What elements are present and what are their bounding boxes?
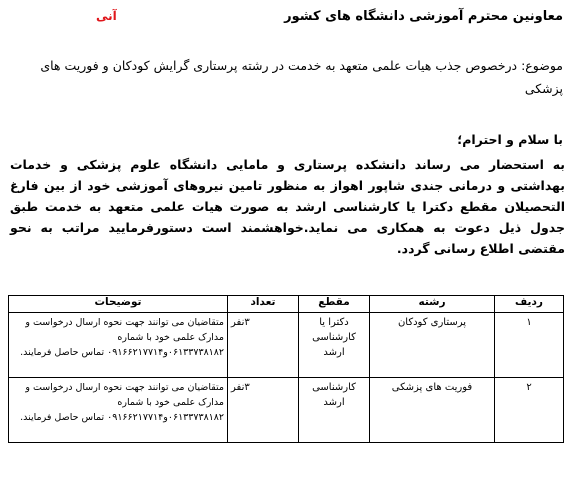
header-field: رشته [370,296,495,313]
cell-count: ۳نفر [228,313,299,378]
cell-num: ۲ [495,378,564,443]
urgent-label: آنی [96,9,117,23]
cell-grade: کارشناسی ارشد [299,378,370,443]
positions-table [8,295,564,443]
header-count: تعداد [228,296,299,313]
cell-count: ۳نفر [228,378,299,443]
table-header-row [9,296,564,313]
header-desc: توضیحات [9,296,228,313]
cell-field: فوریت های پزشکی [370,378,495,443]
cell-num: ۱ [495,313,564,378]
cell-field: پرستاری کودکان [370,313,495,378]
letter-body: به استحضار می رساند دانشکده پرستاری و مامایی دانشگاه علوم پزشکی و خدمات بهداشتی و درمانی جندی شاپور اهواز به منظور تامین نیروهای آموزشی خود از بین فارغ التحصیلان مقطع دکترا یا کارشناسی ارشد به صورت هیات علمی متعهد به خدمت طبق جدول ذیل دعوت به همکاری می نماید.خواهشمند است دستورفرمایید مراتب به نحو مقتضی اطلاع رسانی گردد. [10,157,565,256]
header-num: ردیف [495,296,564,313]
cell-desc: متقاضیان می توانند جهت نحوه ارسال درخواست و مدارک علمی خود با شماره ۰۶۱۳۳۷۳۸۱۸۲و۰۹۱۶۶۲۱۷۷۱۴ تماس حاصل فرمایند. [9,313,228,378]
greeting: با سلام و احترام؛ [457,132,563,147]
addressee-heading: معاونین محترم آموزشی دانشگاه های کشور [284,9,563,24]
cell-desc: متقاضیان می توانند جهت نحوه ارسال درخواست و مدارک علمی خود با شماره ۰۶۱۳۳۷۳۸۱۸۲و۰۹۱۶۶۲۱۷۷۱۴ تماس حاصل فرمایند. [9,378,228,443]
table-row [9,313,564,378]
subject-line: موضوع: درخصوص جذب هیات علمی متعهد به خدمت در رشته پرستاری گرایش کودکان و فوریت های پزشکی [40,58,563,96]
cell-grade: دکترا یا کارشناسی ارشد [299,313,370,378]
table-row [9,378,564,443]
header-grade: مقطع [299,296,370,313]
